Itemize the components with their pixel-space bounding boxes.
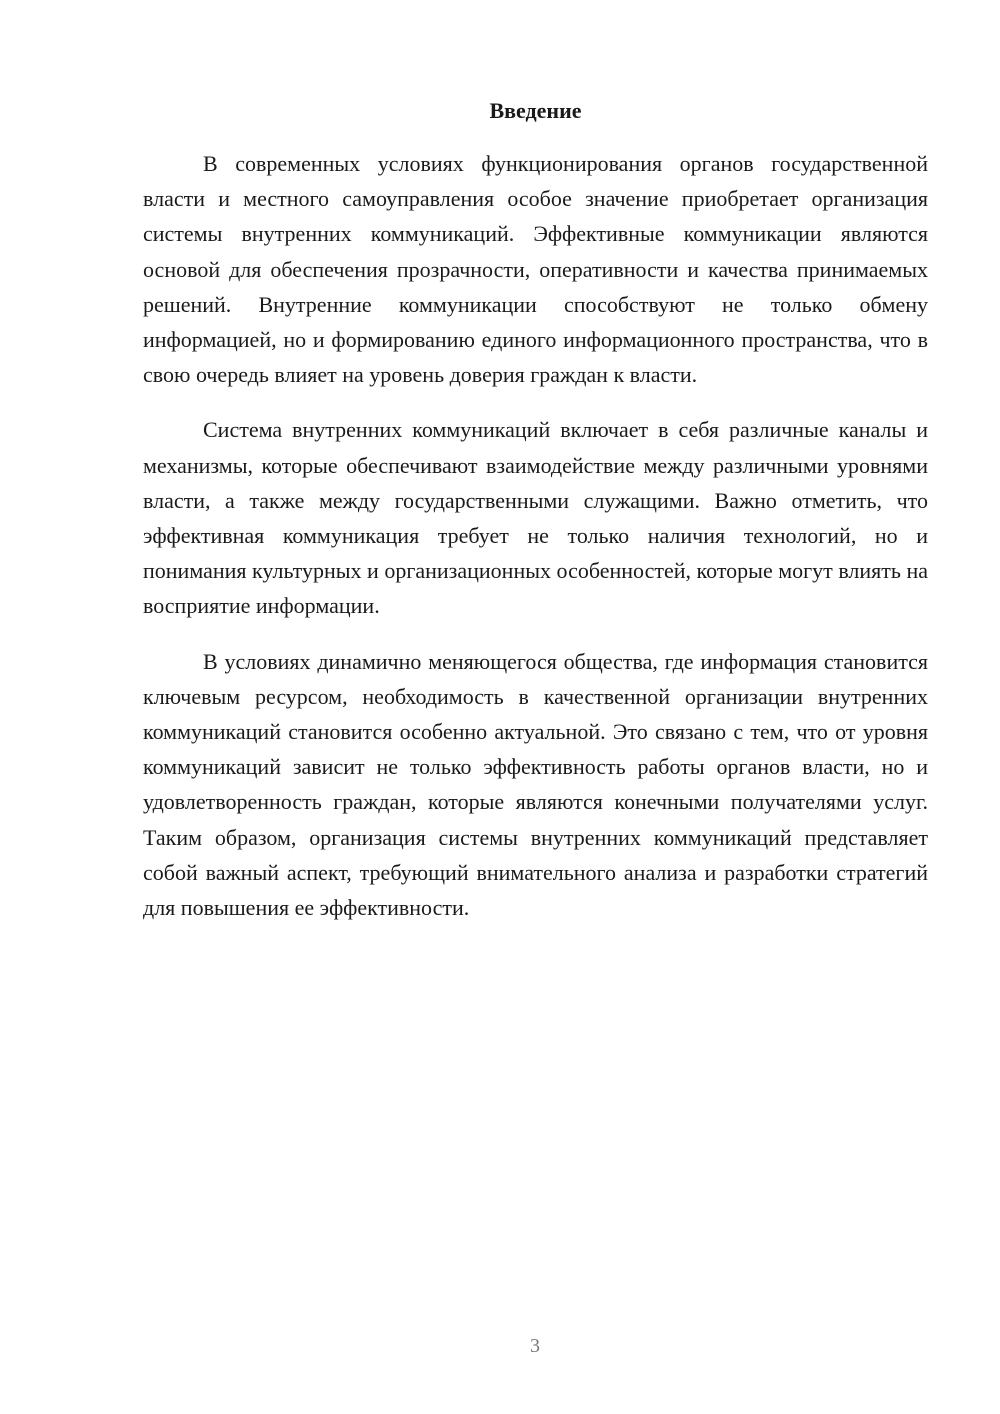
page-number: 3 — [530, 1335, 540, 1357]
page-content — [143, 96, 928, 945]
paragraph-1: В современных условиях функционирования органов государственной власти и местного самоуправления особое значение приобретает организация системы внутренних коммуникаций. Эффективные коммуникации являются основой для обеспечения прозрачности, оперативности и качества принимаемых решений. Внутренние коммуникации способствуют не только обмену информацией, но и формированию единого информационного пространства, что в свою очередь влияет на уровень доверия граждан к власти. — [143, 151, 928, 388]
paragraph-2: Система внутренних коммуникаций включает в себя различные каналы и механизмы, которые обеспечивают взаимодействие между различными уровнями власти, а также между государственными служащими. Важно отметить, что эффективная коммуникация требует не только наличия технологий, но и понимания культурных и организационных особенностей, которые могут влиять на восприятие информации. — [143, 417, 928, 619]
section-title: Введение — [489, 98, 582, 123]
paragraph-3: В условиях динамично меняющегося общества, где информация становится ключевым ресурсом, необходимость в качественной организации внутренних коммуникаций становится особенно актуальной. Это связано с тем, что от уровня коммуникаций зависит не только эффективность работы органов власти, но и удовлетворенность граждан, которые являются конечными получателями услуг. Таким образом, организация системы внутренних коммуникаций представляет собой важный аспект, требующий внимательного анализа и разработки стратегий для повышения ее эффективности. — [143, 648, 928, 921]
